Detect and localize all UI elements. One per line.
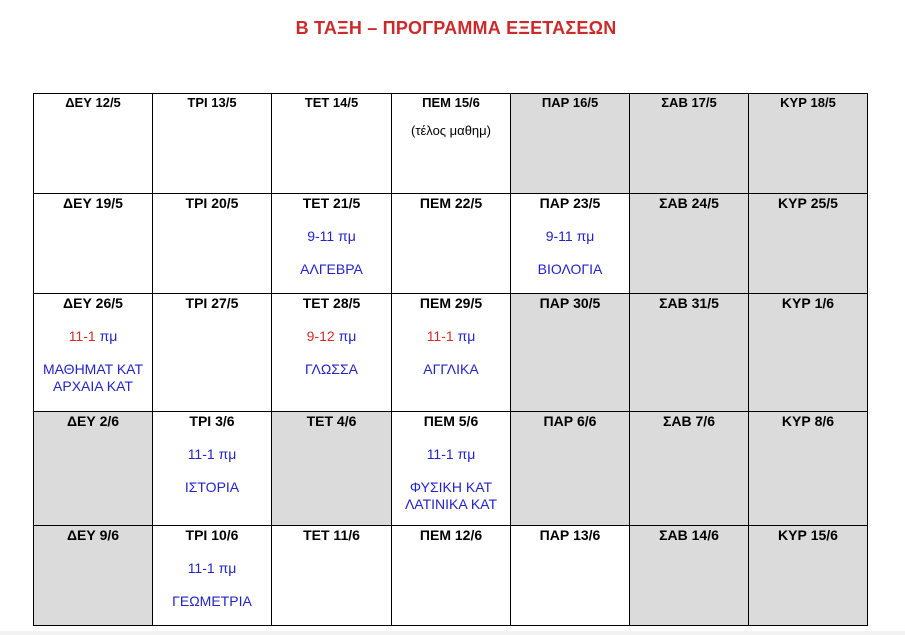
exam-subject-line: ΜΑΘΗΜΑΤ ΚΑΤ <box>42 361 144 377</box>
day-cell <box>34 294 153 412</box>
day-label: ΣΑΒ 14/6 <box>659 527 719 543</box>
day-label: ΣΑΒ 31/5 <box>659 295 719 311</box>
day-label: ΤΡΙ 20/5 <box>185 195 239 211</box>
day-label: ΤΕΤ 14/5 <box>304 95 359 110</box>
exam-subject-line: ΙΣΤΟΡΙΑ <box>184 479 240 495</box>
exam-subject-line: ΒΙΟΛΟΓΙΑ <box>537 261 603 277</box>
day-label: ΤΡΙ 3/6 <box>189 413 235 429</box>
day-cell <box>153 94 272 194</box>
day-cell <box>749 412 868 526</box>
exam-subject <box>272 261 391 278</box>
exam-time-hours: 11-1 <box>426 328 454 344</box>
exam-time-unit: πμ <box>338 228 356 244</box>
day-cell <box>34 194 153 294</box>
day-cell <box>392 526 511 626</box>
exam-subject <box>392 479 510 513</box>
day-cell <box>272 412 392 526</box>
day-cell <box>272 526 392 626</box>
day-label: ΣΑΒ 17/5 <box>661 95 717 110</box>
exam-subject <box>34 361 152 395</box>
exam-time <box>511 228 629 245</box>
exam-time-hours: 9-12 <box>306 328 335 344</box>
day-label: ΠΑΡ 6/6 <box>543 413 597 429</box>
day-cell <box>749 294 868 412</box>
exam-time-unit: πμ <box>457 446 476 462</box>
day-cell <box>392 412 511 526</box>
exam-schedule-table <box>33 93 868 626</box>
day-label: ΠΑΡ 13/6 <box>539 527 601 543</box>
exam-time-unit: πμ <box>218 446 237 462</box>
day-note: (τέλος μαθημ) <box>411 123 491 138</box>
exam-time-unit: πμ <box>338 328 357 344</box>
day-label: ΤΕΤ 28/5 <box>302 295 361 311</box>
day-cell <box>511 194 630 294</box>
exam-subject-line: ΑΓΓΛΙΚΑ <box>423 361 479 377</box>
day-cell <box>630 412 749 526</box>
exam-subject-line: ΦΥΣΙΚΗ ΚΑΤ <box>409 479 493 495</box>
exam-time <box>34 328 152 345</box>
exam-subject <box>153 479 271 496</box>
week-row <box>34 294 868 412</box>
exam-time <box>392 446 510 463</box>
day-label: ΣΑΒ 7/6 <box>663 413 715 429</box>
day-label: ΔΕΥ 19/5 <box>63 195 123 211</box>
day-cell <box>34 412 153 526</box>
exam-time-unit: πμ <box>457 328 476 344</box>
exam-time-unit: πμ <box>576 228 595 244</box>
day-label: ΤΕΤ 21/5 <box>302 195 361 211</box>
day-cell <box>153 294 272 412</box>
day-label: ΠΕΜ 12/6 <box>419 527 483 543</box>
day-cell <box>749 526 868 626</box>
day-label: ΚΥΡ 8/6 <box>781 413 835 429</box>
day-label: ΤΡΙ 10/6 <box>185 527 239 543</box>
exam-time-hours: 9-11 <box>307 228 335 244</box>
day-label: ΚΥΡ 1/6 <box>781 295 835 311</box>
exam-subject <box>392 361 510 378</box>
day-cell <box>630 294 749 412</box>
exam-subject-line: ΛΑΤΙΝΙΚΑ ΚΑΤ <box>404 496 498 512</box>
day-label: ΤΡΙ 27/5 <box>185 295 239 311</box>
day-cell <box>630 94 749 194</box>
exam-subject <box>272 361 391 378</box>
day-label: ΠΕΜ 22/5 <box>419 195 483 211</box>
exam-time <box>392 328 510 345</box>
day-label: ΤΡΙ 13/5 <box>187 95 237 110</box>
day-cell <box>153 526 272 626</box>
day-cell <box>272 194 392 294</box>
day-label: ΠΑΡ 16/5 <box>541 95 599 110</box>
day-label: ΠΕΜ 5/6 <box>423 413 479 429</box>
week-row <box>34 194 868 294</box>
day-label: ΣΑΒ 24/5 <box>659 195 719 211</box>
day-cell <box>153 412 272 526</box>
day-cell <box>392 294 511 412</box>
exam-subject-line: ΑΡΧΑΙΑ ΚΑΤ <box>53 378 133 394</box>
exam-subject-line: ΑΛΓΕΒΡΑ <box>300 261 363 277</box>
page-title: Β ΤΑΞΗ – ΠΡΟΓΡΑΜΜΑ ΕΞΕΤΑΣΕΩΝ <box>295 18 617 38</box>
exam-time <box>153 560 271 577</box>
exam-subject <box>511 261 629 278</box>
day-label: ΠΑΡ 23/5 <box>539 195 601 211</box>
day-label: ΤΕΤ 11/6 <box>303 527 360 543</box>
day-label: ΚΥΡ 15/6 <box>778 527 838 543</box>
exam-time <box>272 328 391 345</box>
day-cell <box>392 94 511 194</box>
exam-time-hours: 11-1 <box>426 446 454 462</box>
day-label: ΔΕΥ 9/6 <box>66 527 120 543</box>
day-cell <box>153 194 272 294</box>
exam-time <box>153 446 271 463</box>
day-cell <box>34 526 153 626</box>
exam-time <box>272 228 391 245</box>
page-bottom-edge <box>0 631 905 635</box>
day-cell <box>630 526 749 626</box>
day-label: ΤΕΤ 4/6 <box>306 413 357 429</box>
exam-subject <box>153 593 271 610</box>
day-cell <box>511 526 630 626</box>
week-row <box>34 526 868 626</box>
exam-time-hours: 9-11 <box>545 228 573 244</box>
day-label: ΔΕΥ 2/6 <box>66 413 120 429</box>
exam-time-hours: 11-1 <box>187 560 215 576</box>
week-row <box>34 412 868 526</box>
exam-time-hours: 11-1 <box>68 328 96 344</box>
day-cell <box>630 194 749 294</box>
exam-time-unit: πμ <box>99 328 118 344</box>
day-label: ΠΕΜ 29/5 <box>419 295 483 311</box>
day-label: ΔΕΥ 26/5 <box>63 295 123 311</box>
week-row <box>34 94 868 194</box>
day-label: ΚΥΡ 18/5 <box>780 95 836 110</box>
exam-subject-line: ΓΛΩΣΣΑ <box>305 361 358 377</box>
day-cell <box>511 94 630 194</box>
day-cell <box>749 194 868 294</box>
day-label: ΠΑΡ 30/5 <box>539 295 601 311</box>
day-cell <box>392 194 511 294</box>
exam-time-unit: πμ <box>218 560 237 576</box>
day-cell <box>34 94 153 194</box>
day-cell <box>511 294 630 412</box>
day-cell <box>749 94 868 194</box>
day-cell <box>511 412 630 526</box>
day-label: ΔΕΥ 12/5 <box>65 95 121 110</box>
day-cell <box>272 94 392 194</box>
day-cell <box>272 294 392 412</box>
day-label: ΠΕΜ 15/6 <box>422 95 480 110</box>
day-label: ΚΥΡ 25/5 <box>778 195 838 211</box>
exam-subject-line: ΓΕΩΜΕΤΡΙΑ <box>172 593 252 609</box>
exam-time-hours: 11-1 <box>187 446 215 462</box>
